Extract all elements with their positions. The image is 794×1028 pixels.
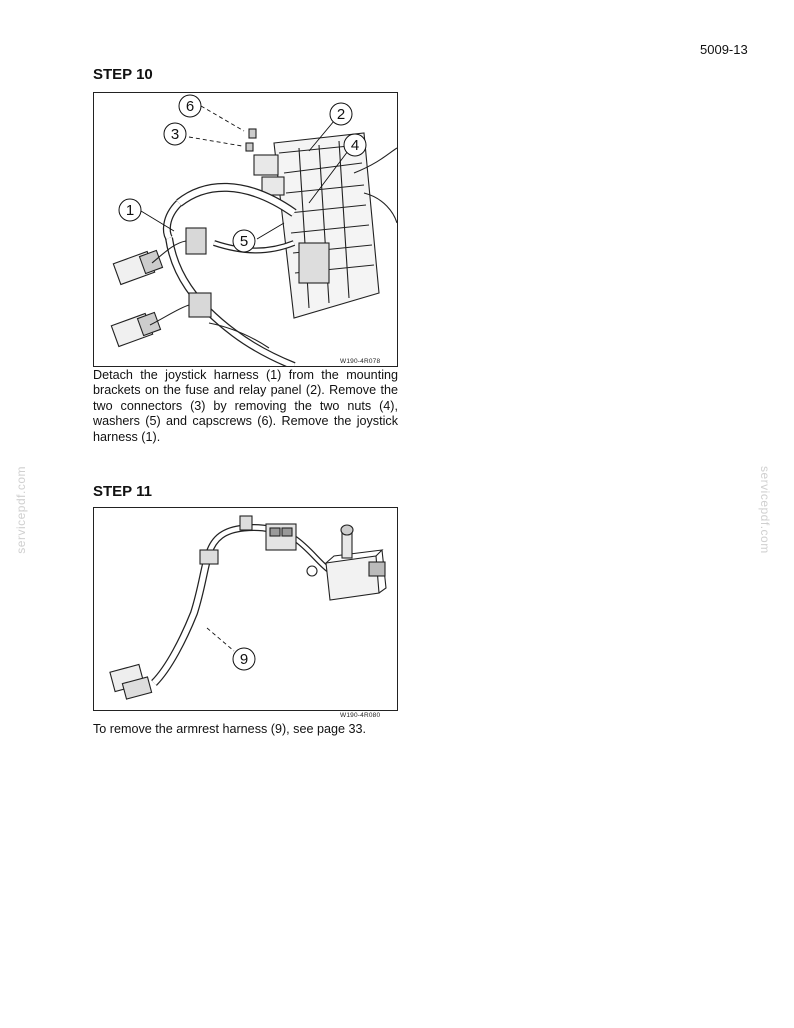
step-11-figure-code: W190-4R080 [340, 712, 381, 719]
callout-label-9: 9 [239, 651, 249, 668]
callout-label-4: 4 [350, 137, 360, 154]
step-10-figure [93, 92, 398, 367]
callout-label-5: 5 [239, 233, 249, 250]
callout-label-3: 3 [170, 126, 180, 143]
watermark-right: servicepdf.com [758, 466, 772, 554]
step-11-text: To remove the armrest harness (9), see page 33. [93, 722, 366, 736]
step-10-heading: STEP 10 [93, 66, 153, 83]
harness-illustration [94, 93, 397, 366]
step-11-heading: STEP 11 [93, 483, 152, 500]
armrest-harness-illustration [94, 508, 397, 710]
step-11-figure [93, 507, 398, 711]
step-10-figure-code: W190-4R078 [340, 358, 381, 365]
step-10-text: Detach the joystick harness (1) from the mounting brackets on the fuse and relay panel (2). Remove the two connectors (3) by removing the two nuts (4), washers (5) and capscrews (6). Remove the joystick harness (1). [93, 368, 398, 444]
watermark-left: servicepdf.com [14, 466, 28, 554]
callout-label-6: 6 [185, 98, 195, 115]
callout-label-1: 1 [125, 202, 135, 219]
page-number: 5009-13 [700, 42, 748, 57]
callout-label-2: 2 [336, 106, 346, 123]
